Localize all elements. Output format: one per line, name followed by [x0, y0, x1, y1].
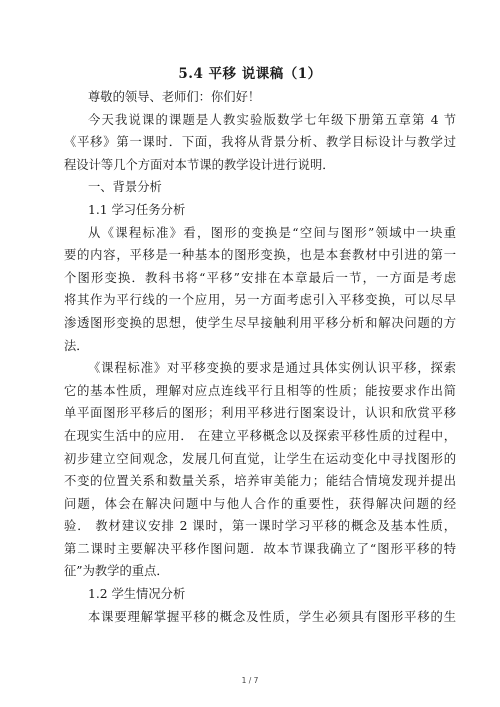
text-line: 要的内容，平移是一种基本的图形变换，也是本套教材中引进的第一 [64, 248, 456, 263]
page-number: 1 / 7 [241, 676, 259, 685]
text-line: 不变的位置关系和数量关系，培养审美能力；能结合情境发现并提出 [64, 474, 456, 489]
text-line: 从《课程标准》看，图形的变换是“空间与图形”领域中一块重 [88, 225, 456, 240]
text-line: 本课要理解掌握平移的概念及性质，学生必须具有图形平移的生 [88, 609, 456, 624]
text-line: 渗透图形变换的思想，使学生尽早接触利用平移分析和解决问题的方 [64, 315, 456, 330]
text-line: 问题，体会在解决问题中与他人合作的重要性，获得解决问题的经 [64, 496, 456, 511]
text-line: 尊敬的领导、老师们：你们好！ [88, 90, 261, 104]
text-line: 个图形变换．教科书将“平移”安排在本章最后一节，一方面是考虑 [64, 270, 456, 285]
document-title: 5.4 平移 说课稿（1） [178, 66, 322, 82]
text-line: 第二课时主要解决平移作图问题．故本节课我确立了“图形平移的特 [64, 541, 456, 556]
text-line: 它的基本性质，理解对应点连线平行且相等的性质；能按要求作出简 [64, 383, 456, 398]
text-line: 初步建立空间观念，发展几何直觉，让学生在运动变化中寻找图形的 [64, 451, 456, 466]
section-heading: 一、背景分析 [88, 180, 162, 195]
text-line: 《课程标准》对平移变换的要求是通过具体实例认识平移，探索 [88, 361, 456, 376]
text-line: 程设计等几个方面对本节课的教学设计进行说明． [64, 157, 335, 172]
text-line: 法． [64, 338, 89, 353]
text-line: 征”为教学的重点． [64, 564, 169, 579]
text-line: 在现实生活中的应用． 在建立平移概念以及探索平移性质的过程中， [64, 428, 456, 443]
text-line: 《平移》第一课时．下面，我将从背景分析、教学目标设计与教学过 [64, 135, 456, 150]
document-body [64, 86, 456, 628]
subsection-heading: 1.2 学生情况分析 [88, 587, 186, 602]
text-line: 单平面图形平移后的图形；利用平移进行图案设计，认识和欣赏平移 [64, 406, 456, 421]
subsection-heading: 1.1 学习任务分析 [88, 202, 186, 217]
text-line: 验． 教材建议安排 2 课时，第一课时学习平移的概念及基本性质， [64, 519, 456, 534]
text-line: 今天我说课的课题是人教实验版数学七年级下册第五章第 4 节 [88, 112, 456, 127]
text-line: 将其作为平行线的一个应用，另一方面考虑引入平移变换，可以尽早 [64, 293, 456, 308]
